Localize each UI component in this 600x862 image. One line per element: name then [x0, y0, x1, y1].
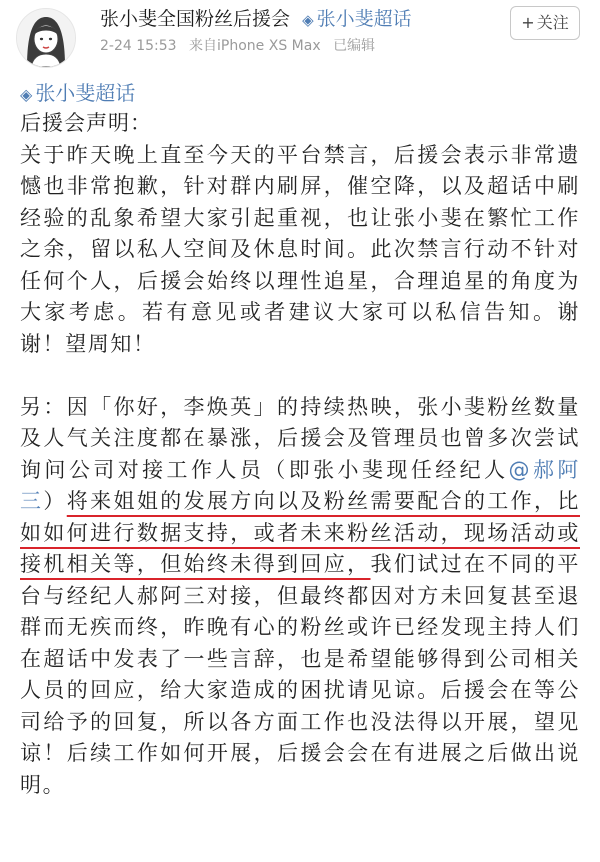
- statement-paragraph-1: 关于昨天晚上直至今天的平台禁言，后援会表示非常遗憾也非常抱歉，针对群内刷屏，催空降，以及超话中刷经验的乱象希望大家引起重视，也让张小斐在繁忙工作之余，留以私人空间及休息时间。此次禁言行动不针对任何个人，后援会始终以理性追星，合理追星的角度为大家考虑。若有意见或者建议大家可以私信告知。谢谢！望周知！: [20, 142, 580, 356]
- underlined-highlight: 将来姐姐的发展方向以及粉丝需要配合的工作，比如如何进行数据支持，或者未来粉丝活动，现场活动或接机相关等，但始终未得到回应，: [20, 489, 580, 576]
- author-name[interactable]: 张小斐全国粉丝后援会: [100, 8, 291, 30]
- topic-tag-link[interactable]: [302, 8, 412, 30]
- plus-icon: +: [521, 13, 535, 32]
- post-body: [20, 78, 580, 801]
- author-line: [100, 6, 412, 33]
- avatar-illustration-icon: [17, 9, 75, 67]
- post-meta: [100, 36, 375, 56]
- mention-link[interactable]: @郝阿三: [20, 457, 581, 513]
- diamond-icon: ◈: [302, 11, 314, 29]
- post-header: [0, 0, 600, 74]
- avatar[interactable]: [16, 8, 76, 68]
- topic-tag-label: 张小斐超话: [316, 8, 412, 30]
- paragraph-2-text-b: ）: [43, 489, 67, 513]
- post-date: 2-24 15:53: [100, 38, 177, 54]
- paragraph-2-text-a: 另：因「你好，李焕英」的持续热映，张小斐粉丝数量及人气关注度都在暴涨，后援会及管理员也曾多次尝试询问公司对接工作人员（即张小斐现任经纪人: [20, 394, 580, 482]
- follow-label: 关注: [536, 13, 569, 32]
- diamond-icon: ◈: [20, 85, 33, 104]
- edited-label[interactable]: 已编辑: [333, 38, 376, 54]
- paragraph-2-text-c: 我们试过在不同的平台与经纪人郝阿三对接，但最终都因对方未回复甚至退群而无疾而终，昨晚有心的粉丝或许已经发现主持人们在超话中发表了一些言辞，也是希望能够得到公司相关人员的回应，给大家造成的困扰请见谅。后援会在等公司给予的回复，所以各方面工作也没法得以开展，望见谅！后续工作如何开展，后援会会在有进展之后做出说明。: [20, 552, 581, 797]
- statement-paragraph-2: [20, 392, 580, 802]
- follow-button[interactable]: [510, 6, 580, 40]
- super-topic-link[interactable]: [20, 78, 580, 108]
- post-source: 来自iPhone XS Max: [189, 38, 321, 54]
- super-topic-label: 张小斐超话: [35, 81, 136, 105]
- paragraph-spacer: [20, 360, 580, 392]
- statement-title: 后援会声明：: [20, 111, 152, 135]
